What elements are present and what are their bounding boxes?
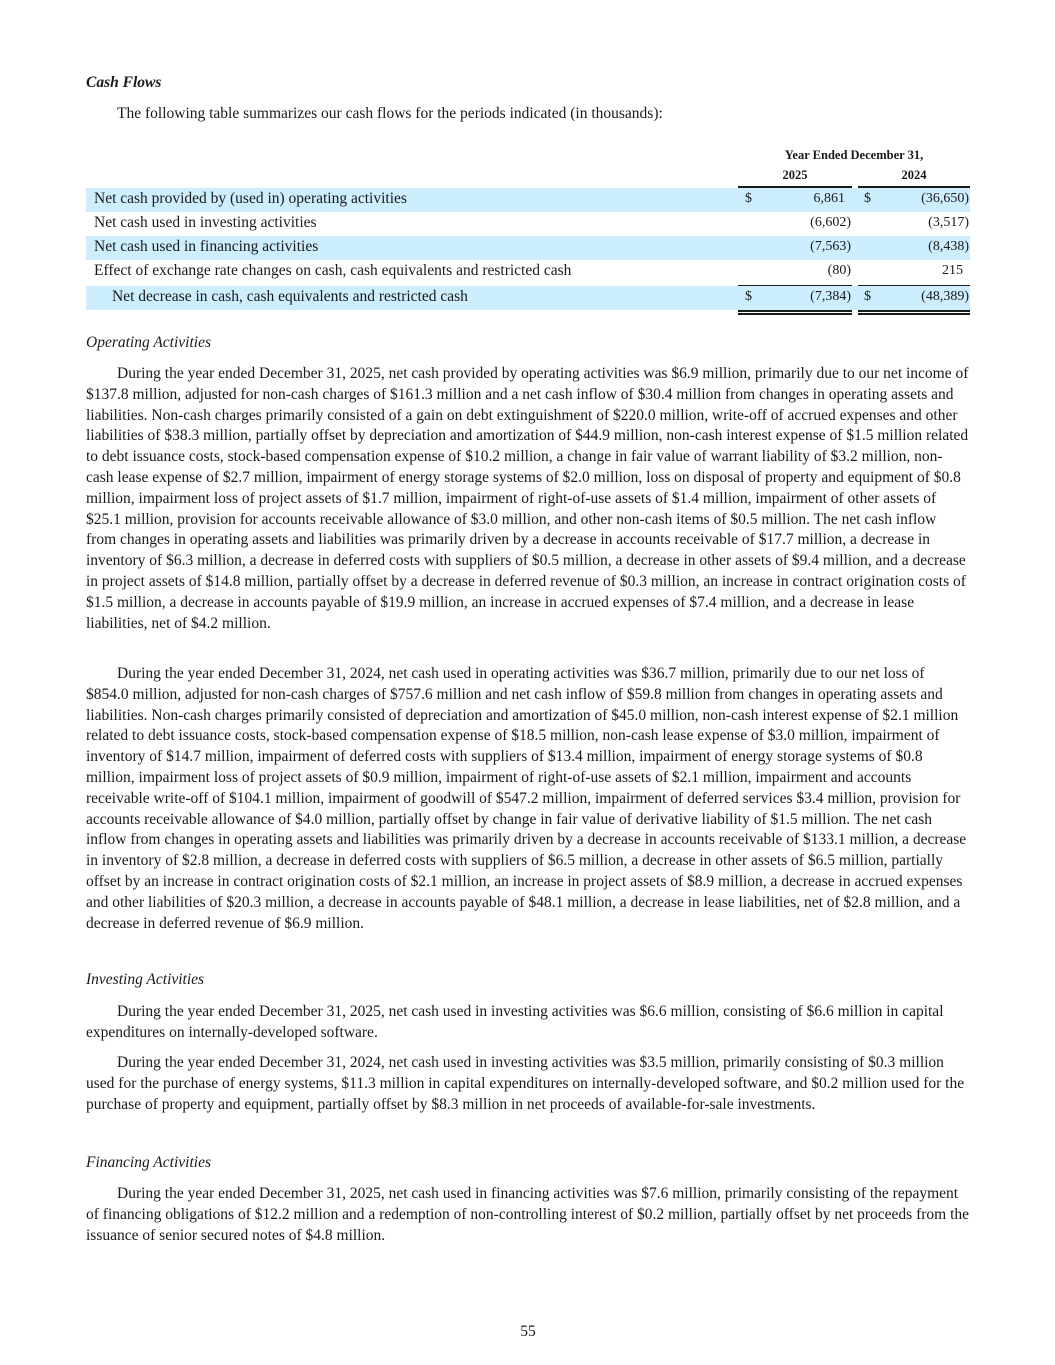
table-row-financing [86,236,970,260]
row-label: Effect of exchange rate changes on cash, cash equivalents and restricted cash [94,262,572,279]
section-title: Cash Flows [86,74,162,91]
value-2024: (48,389) [921,289,969,304]
operating-activities-heading: Operating Activities [86,334,211,351]
row-label: Net cash used in investing activities [94,214,317,231]
header-col-2024: 2024 [901,168,927,182]
value-2025: 6,861 [813,191,845,206]
operating-paragraph-2024: During the year ended December 31, 2024, net cash used in operating activities was $36.7 million, primarily due to our net loss of $854.0 million, adjusted for non-cash charges of $757.6 million and net cash inflow of $59.8 million from changes in operating assets and liabilities. Non-cash charges primarily consisted of depreciation and amortization of $45.0 million, non-cash interest expense of $2.1 million related to debt issuance costs, stock-based compensation expense of $18.5 million, non-cash lease expense of $3.0 million, impairment of inventory of $14.7 million, impairment of deferred costs with suppliers of $13.4 million, impairment of energy storage systems of $0.8 million, impairment loss of project assets of $0.9 million, impairment of right-of-use assets of $2.1 million, impairment and accounts receivable write-off of $104.1 million, impairment of goodwill of $547.2 million, impairment of deferred services $3.4 million, provision for accounts receivable allowance of $4.0 million, partially offset by change in fair value of derivative liability of $1.5 million. The net cash inflow from changes in operating assets and liabilities was primarily driven by a decrease in accounts receivable of $133.1 million, a decrease in inventory of $2.8 million, a decrease in deferred costs with suppliers of $6.5 million, a decrease in other assets of $6.5 million, partially offset by an increase in contract origination costs of $2.1 million, an increase in project assets of $8.9 million, a decrease in accrued expenses and other liabilities of $20.3 million, a decrease in accounts payable of $48.1 million, a decrease in lease liabilities, net of $2.8 million, and a decrease in deferred revenue of $6.9 million. [86,665,967,932]
value-2025: (6,602) [810,215,851,230]
value-2025: (80) [827,263,851,278]
total-double-rule [738,310,852,315]
operating-paragraph-2025: During the year ended December 31, 2025, net cash provided by operating activities was $6.9 million, primarily due to our net income of $137.8 million, adjusted for non-cash charges of $161.3 million and a net cash inflow of $30.4 million from changes in operating assets and liabilities. Non-cash charges primarily consisted of a gain on debt extinguishment of $220.0 million, write-off of accrued expenses and other liabilities of $38.3 million, partially offset by depreciation and amortization of $44.9 million, non-cash interest expense of $1.5 million related to debt issuance costs, stock-based compensation expense of $10.2 million, a change in fair value of warrant liability of $3.2 million, non-cash lease expense of $2.7 million, impairment of energy storage systems of $2.0 million, loss on disposal of property and equipment of $0.8 million, impairment loss of project assets of $1.7 million, impairment of right-of-use assets of $1.4 million, impairment of other assets of $25.1 million, provision for accounts receivable allowance of $3.0 million, and other non-cash items of $0.5 million. The net cash inflow from changes in operating assets and liabilities was primarily driven by a decrease in accounts receivable of $17.7 million, a decrease in inventory of $6.3 million, a decrease in deferred costs with suppliers of $0.5 million, a decrease in other assets of $9.4 million, and a decrease in project assets of $14.8 million, partially offset by a decrease in deferred revenue of $0.3 million, an increase in contract origination costs of $1.5 million, a decrease in accounts payable of $19.9 million, an increase in accrued expenses of $7.4 million, and a decrease in lease liabilities, net of $4.2 million. [86,365,969,632]
dollar-sign: $ [864,191,871,206]
value-2024: 215 [942,263,963,278]
table-row-net-decrease [86,286,970,310]
financing-paragraph-2025: During the year ended December 31, 2025, net cash used in financing activities was $7.6 million, primarily consisting of the repayment of financing obligations of $12.2 million and a redemption of non-controlling interest of $0.2 million, partially offset by net proceeds from the issuance of senior secured notes of $4.8 million. [86,1185,970,1244]
total-double-rule [858,310,970,315]
table-row-operating [86,188,970,212]
row-label: Net decrease in cash, cash equivalents and restricted cash [112,288,468,305]
subtotal-rule [858,285,970,286]
dollar-sign: $ [864,289,871,304]
investing-paragraph-2024: During the year ended December 31, 2024, net cash used in investing activities was $3.5 million, primarily consisting of $0.3 million used for the purchase of energy systems, $11.3 million in capital expenditures on internally-developed software, and $0.2 million used for the purchase of property and equipment, partially offset by $8.3 million in net proceeds of available-for-sale investments. [86,1054,965,1113]
dollar-sign: $ [745,289,752,304]
investing-paragraph-2025: During the year ended December 31, 2025, net cash used in investing activities was $6.6 million, consisting of $6.6 million in capital expenditures on internally-developed software. [86,1003,944,1041]
table-row-exchange-rate [86,260,970,284]
intro-text: The following table summarizes our cash flows for the periods indicated (in thousands): [117,105,663,122]
dollar-sign: $ [745,191,752,206]
table-row-investing [86,212,970,236]
investing-activities-heading: Investing Activities [86,971,205,988]
value-2024: (36,650) [921,191,969,206]
header-year-ended: Year Ended December 31, [784,148,924,162]
value-2025: (7,384) [810,289,851,304]
subtotal-rule [738,285,852,286]
value-2025: (7,563) [810,239,851,254]
row-label: Net cash provided by (used in) operating activities [94,190,407,207]
financing-activities-heading: Financing Activities [86,1154,211,1171]
row-label: Net cash used in financing activities [94,238,319,255]
value-2024: (3,517) [928,215,969,230]
header-col-2025: 2025 [782,168,808,182]
page-number: 55 [520,1323,536,1340]
value-2024: (8,438) [928,239,969,254]
